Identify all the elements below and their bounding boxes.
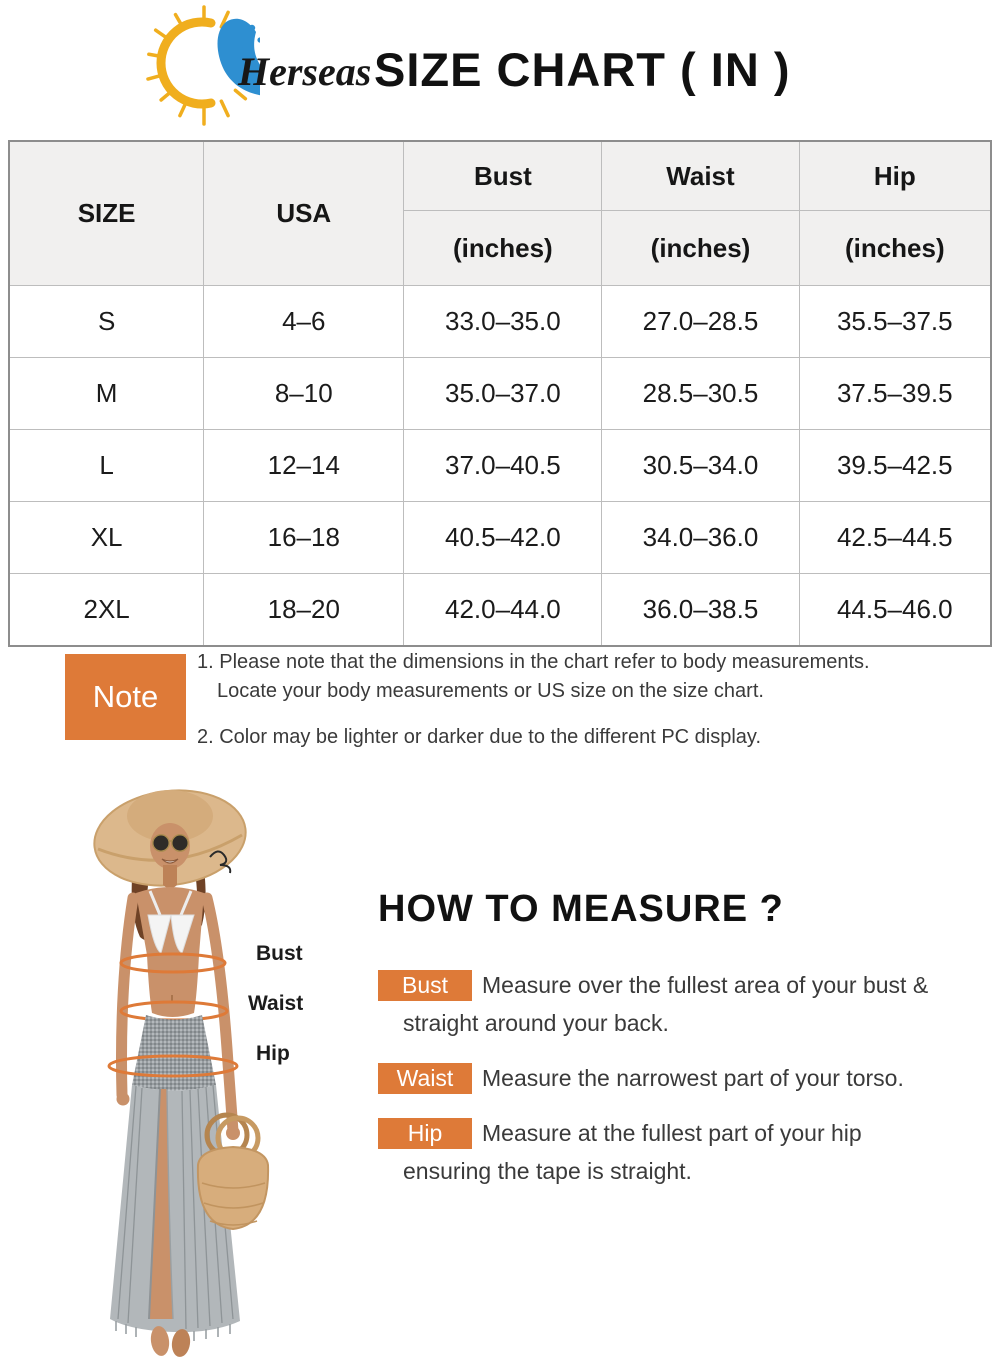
note-badge: Note	[65, 654, 186, 740]
cell-bust: 35.0–37.0	[404, 358, 602, 430]
table-row	[9, 502, 991, 574]
hip-chip: Hip	[378, 1118, 472, 1149]
cell-waist: 27.0–28.5	[602, 286, 799, 358]
measure-instructions	[378, 966, 994, 1207]
cell-bust: 37.0–40.5	[404, 430, 602, 502]
model-illustration	[70, 783, 340, 1357]
cell-waist: 36.0–38.5	[602, 574, 799, 647]
table-row	[9, 574, 991, 647]
cell-waist: 28.5–30.5	[602, 358, 799, 430]
col-header-usa: USA	[204, 141, 404, 286]
brand-name: Herseas	[238, 49, 372, 94]
cell-usa: 8–10	[204, 358, 404, 430]
unit-label-hip: (inches)	[799, 211, 991, 286]
figure-label-waist: Waist	[248, 992, 304, 1015]
how-to-measure-heading: HOW TO MEASURE ?	[378, 888, 784, 930]
cell-bust: 33.0–35.0	[404, 286, 602, 358]
note-text	[197, 648, 997, 769]
unit-label-bust: (inches)	[404, 211, 602, 286]
cell-usa: 4–6	[204, 286, 404, 358]
cell-hip: 44.5–46.0	[799, 574, 991, 647]
cell-bust: 42.0–44.0	[404, 574, 602, 647]
cell-hip: 39.5–42.5	[799, 430, 991, 502]
cell-hip: 42.5–44.5	[799, 502, 991, 574]
measure-item-waist: Waist Measure the narrowest part of your torso.	[378, 1059, 994, 1097]
bust-chip: Bust	[378, 970, 472, 1001]
col-header-waist: Waist	[602, 141, 799, 211]
cell-size: S	[9, 286, 204, 358]
table-row	[9, 430, 991, 502]
table-row	[9, 286, 991, 358]
figure-label-bust: Bust	[256, 942, 303, 965]
cell-bust: 40.5–42.0	[404, 502, 602, 574]
cell-usa: 16–18	[204, 502, 404, 574]
table-row	[9, 358, 991, 430]
note-item-2: 2. Color may be lighter or darker due to the different PC display.	[197, 726, 761, 748]
cell-size: M	[9, 358, 204, 430]
col-header-size: SIZE	[9, 141, 204, 286]
cell-size: XL	[9, 502, 204, 574]
size-table	[8, 140, 992, 647]
col-header-hip: Hip	[799, 141, 991, 211]
cell-usa: 12–14	[204, 430, 404, 502]
cell-hip: 35.5–37.5	[799, 286, 991, 358]
note-item-1: 1. Please note that the dimensions in the chart refer to body measurements. Locate your body measurements or US size on the size chart.	[197, 651, 870, 702]
figure-label-hip: Hip	[256, 1042, 290, 1065]
cell-waist: 34.0–36.0	[602, 502, 799, 574]
unit-label-waist: (inches)	[602, 211, 799, 286]
measure-item-hip: Hip Measure at the fullest part of your hip ensuring the tape is straight.	[378, 1114, 994, 1190]
cell-waist: 30.5–34.0	[602, 430, 799, 502]
cell-size: 2XL	[9, 574, 204, 647]
page-title: SIZE CHART ( IN )	[374, 43, 791, 96]
measure-item-bust: Bust Measure over the fullest area of your bust & straight around your back.	[378, 966, 994, 1042]
cell-usa: 18–20	[204, 574, 404, 647]
cell-size: L	[9, 430, 204, 502]
col-header-bust: Bust	[404, 141, 602, 211]
cell-hip: 37.5–39.5	[799, 358, 991, 430]
waist-chip: Waist	[378, 1063, 472, 1094]
